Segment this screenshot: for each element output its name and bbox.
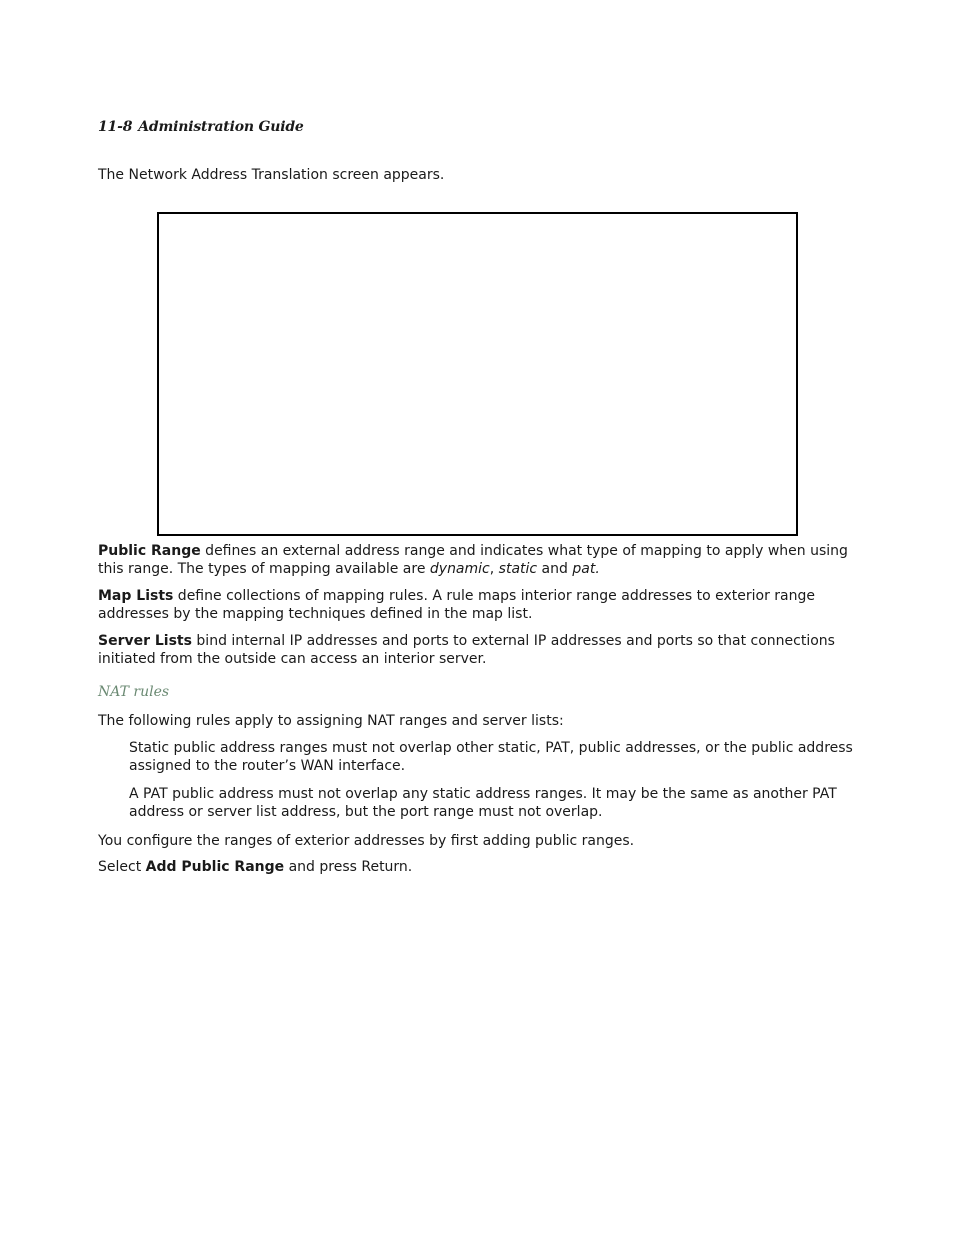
screenshot-frame bbox=[157, 212, 798, 536]
intro-paragraph: The Network Address Translation screen appears. bbox=[98, 167, 445, 183]
map-lists-paragraph: Map Lists define collections of mapping rules. A rule maps interior range addresses to exterior range addresses by the mapping techniques defined in the map list. bbox=[98, 588, 815, 622]
select-instruction: Select Add Public Range and press Return. bbox=[98, 859, 413, 875]
mapping-pat: pat. bbox=[572, 561, 600, 577]
configure-paragraph: You configure the ranges of exterior addresses by first adding public ranges. bbox=[98, 833, 635, 849]
mapping-static: static bbox=[498, 561, 538, 577]
rule-item: A PAT public address must not overlap any static address ranges. It may be the same as another PAT address or server list address, but the port range must not overlap. bbox=[129, 786, 837, 820]
page-number: 11-8 bbox=[98, 119, 133, 135]
server-lists-paragraph: Server Lists bind internal IP addresses and ports to external IP addresses and ports so that connections initiated from the outside can access an interior server. bbox=[98, 633, 835, 667]
guide-title: Administration Guide bbox=[138, 119, 304, 135]
public-range-paragraph: Public Range defines an external address range and indicates what type of mapping to apply when using this range. The types of mapping available are dynamic, static and pat. bbox=[98, 543, 848, 577]
add-public-range-command: Add Public Range bbox=[145, 859, 285, 875]
rule-item: Static public address ranges must not overlap other static, PAT, public addresses, or the public address assigned to the router’s WAN interface. bbox=[129, 740, 853, 774]
nat-rules-lead: The following rules apply to assigning NAT ranges and server lists: bbox=[98, 713, 564, 729]
nat-rules-heading: NAT rules bbox=[98, 684, 170, 700]
mapping-dynamic: dynamic bbox=[429, 561, 490, 577]
server-lists-term: Server Lists bbox=[98, 633, 192, 649]
map-lists-term: Map Lists bbox=[98, 588, 174, 604]
running-header bbox=[98, 119, 304, 135]
public-range-term: Public Range bbox=[98, 543, 201, 559]
